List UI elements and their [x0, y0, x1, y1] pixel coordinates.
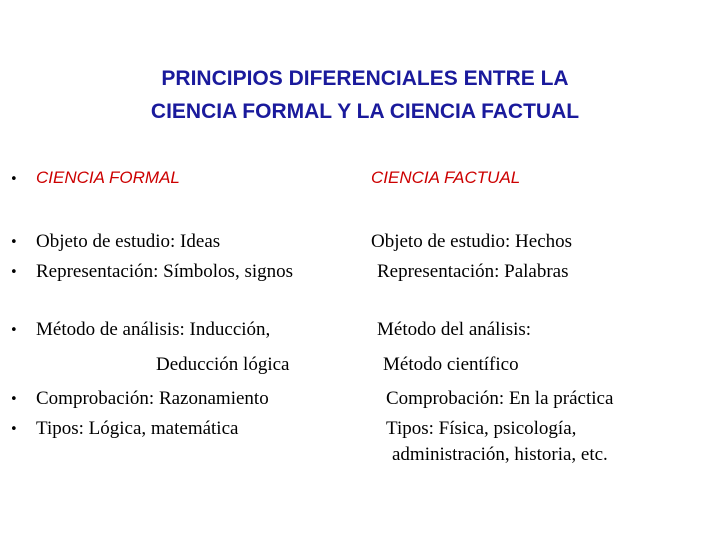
comprobacion-formal: Comprobación: Razonamiento	[36, 388, 269, 409]
slide-title	[40, 62, 690, 128]
comprobacion-factual: Comprobación: En la práctica	[386, 388, 614, 409]
objeto-formal: Objeto de estudio: Ideas	[36, 231, 221, 252]
bullet-icon: •	[10, 235, 18, 250]
header-ciencia-formal: CIENCIA FORMAL	[36, 168, 180, 187]
objeto-factual: Objeto de estudio: Hechos	[371, 231, 573, 252]
header-ciencia-factual: CIENCIA FACTUAL	[371, 168, 521, 187]
metodo-factual-cont: Método científico	[383, 354, 519, 375]
title-line-2: CIENCIA FORMAL Y LA CIENCIA FACTUAL	[150, 100, 580, 123]
representacion-factual: Representación: Palabras	[377, 261, 569, 282]
tipos-factual: Tipos: Física, psicología,	[386, 418, 577, 439]
metodo-formal-cont: Deducción lógica	[156, 354, 290, 375]
representacion-formal: Representación: Símbolos, signos	[36, 261, 294, 282]
bullet-icon: •	[10, 323, 18, 338]
bullet-icon: •	[10, 422, 18, 437]
bullet-icon: •	[10, 265, 18, 280]
bullet-icon: •	[10, 172, 18, 187]
tipos-factual-cont: administración, historia, etc.	[392, 444, 608, 465]
bullet-icon: •	[10, 392, 18, 407]
title-line-1: PRINCIPIOS DIFERENCIALES ENTRE LA	[161, 67, 569, 90]
tipos-formal: Tipos: Lógica, matemática	[36, 418, 239, 439]
metodo-factual: Método del análisis:	[377, 319, 532, 340]
metodo-formal: Método de análisis: Inducción,	[36, 319, 271, 340]
